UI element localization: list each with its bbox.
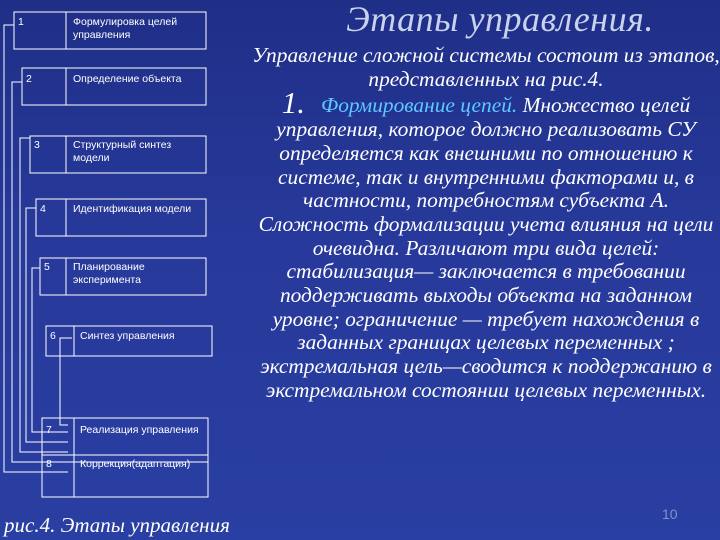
stage-num-1: 1 <box>18 16 24 28</box>
stage-label-5: Планирование эксперимента <box>73 261 145 286</box>
stage-num-7: 7 <box>46 424 52 436</box>
stage-num-5: 5 <box>44 261 50 273</box>
stage-label-8: Коррекция(адаптация) <box>80 458 191 470</box>
stage-num-2: 2 <box>26 73 32 85</box>
feedback-connectors <box>4 25 72 472</box>
stage-label-1: Формулировка целей управления <box>73 16 178 41</box>
figure-caption: рис.4. Этапы управления <box>4 513 230 537</box>
intro-text: Управление сложной системы состоит из этапов, представленных на рис.4. <box>252 43 720 91</box>
item-term: Формирование цепей. <box>321 93 518 118</box>
item-body: Множество целей управления, которое должно реализовать СУ определяется как внешними по отношению к системе, так и внутренними факторами и, в частности, потребностям субъекта А. Сложность формализации учета влияния на цели очевидна. Различают три вида целей: стабилизация— заключается в требовании поддерживать выходы объекта на заданном уровне; ограничение — требует нахождения в заданных границах целевых переменных ; экстремальная цель—сводится к поддержанию в экстремальном состоянии целевых переменных. <box>258 93 714 402</box>
stage-label-2: Определение объекта <box>73 73 182 85</box>
main-text <box>252 44 720 403</box>
page-number: 10 <box>662 506 678 522</box>
stage-num-4: 4 <box>40 203 46 215</box>
stages-diagram <box>0 0 260 540</box>
stage-label-4: Идентификация модели <box>73 203 192 215</box>
stage-num-8: 8 <box>46 458 52 470</box>
page-title: Этапы управления. <box>346 0 654 39</box>
stage-num-3: 3 <box>34 139 40 151</box>
stage-label-6: Синтез управления <box>80 330 175 342</box>
stage-label-7: Реализация управления <box>80 424 199 436</box>
stage-label-3: Структурный синтез модели <box>73 139 172 164</box>
item-number: 1. <box>281 85 305 121</box>
stage-num-6: 6 <box>50 330 56 342</box>
